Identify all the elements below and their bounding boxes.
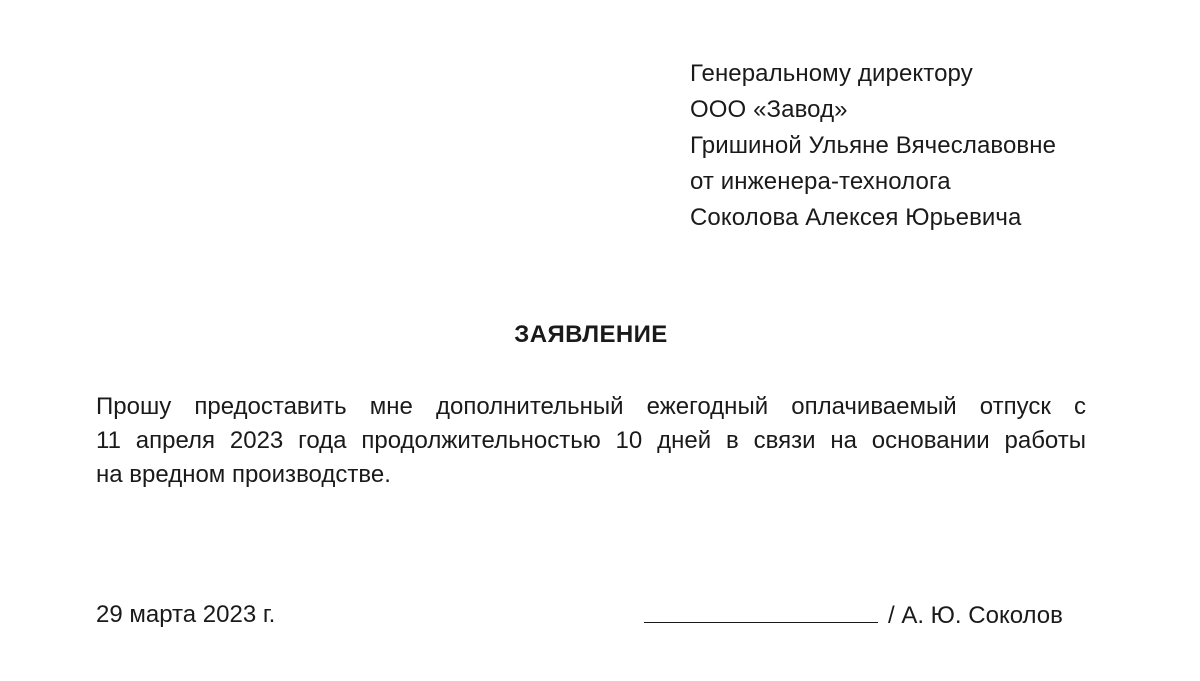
addressee-name: Гришиной Ульяне Вячеславовне	[690, 132, 1057, 159]
signature-block	[644, 600, 1063, 631]
signature-underline	[644, 600, 878, 623]
document-title: ЗАЯВЛЕНИЕ	[514, 321, 668, 348]
sender-name: Соколова Алексея Юрьевича	[690, 204, 1022, 231]
body-line-1: Прошу предоставить мне дополнительный ежегодный оплачиваемый отпуск с	[96, 393, 1086, 420]
sender-position: от инженера-технолога	[690, 168, 951, 195]
addressee-position: Генеральному директору	[690, 60, 973, 87]
signature-name: / А. Ю. Соколов	[888, 602, 1063, 629]
body-line-2: 11 апреля 2023 года продолжительностью 10 дней в связи на основании работы	[96, 427, 1086, 454]
body-line-3: на вредном производстве.	[96, 461, 391, 488]
document-body	[96, 390, 1086, 492]
addressee-company: ООО «Завод»	[690, 96, 848, 123]
document-date: 29 марта 2023 г.	[96, 601, 276, 628]
addressee-block	[690, 56, 1170, 236]
